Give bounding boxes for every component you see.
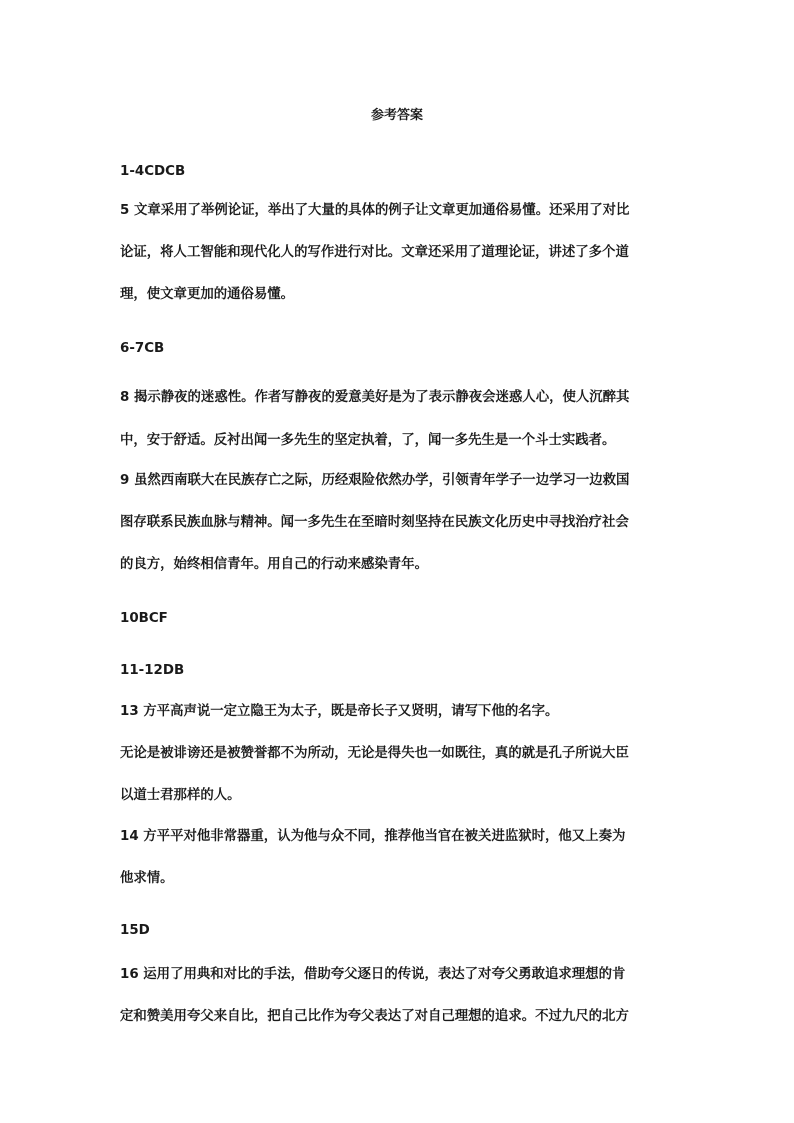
answer-line: 13 方平高声说一定立隐王为太子，既是帝长子又贤明，请写下他的名字。 xyxy=(120,704,559,719)
answer-line: 5 文章采用了举例论证，举出了大量的具体的例子让文章更加通俗易懂。还采用了对比 xyxy=(120,203,630,218)
answer-line: 1-4CDCB xyxy=(120,164,186,179)
answer-line: 9 虽然西南联大在民族存亡之际，历经艰险依然办学，引领青年学子一边学习一边救国 xyxy=(120,473,630,488)
answer-line: 以道士君那样的人。 xyxy=(120,788,241,803)
answer-line: 图存联系民族血脉与精神。闻一多先生在至暗时刻坚持在民族文化历史中寻找治疗社会 xyxy=(120,515,629,530)
answer-line: 他求情。 xyxy=(120,871,174,886)
answer-line: 15D xyxy=(120,923,150,938)
answer-line: 的良方，始终相信青年。用自己的行动来感染青年。 xyxy=(120,557,428,572)
answer-line: 10BCF xyxy=(120,611,168,626)
page-title: 参考答案 xyxy=(370,108,423,123)
answer-line: 理，使文章更加的通俗易懂。 xyxy=(120,287,295,302)
answer-line: 中，安于舒适。反衬出闻一多先生的坚定执着，了，闻一多先生是一个斗士实践者。 xyxy=(120,433,616,448)
answer-line: 6-7CB xyxy=(120,341,165,356)
answer-line: 8 揭示静夜的迷惑性。作者写静夜的爱意美好是为了表示静夜会迷惑人心，使人沉醉其 xyxy=(120,390,630,405)
answer-line: 14 方平平对他非常器重，认为他与众不同，推荐他当官在被关进监狱时，他又上奏为 xyxy=(120,829,626,844)
answer-line: 论证，将人工智能和现代化人的写作进行对比。文章还采用了道理论证，讲述了多个道 xyxy=(120,245,629,260)
answer-line: 定和赞美用夸父来自比，把自己比作为夸父表达了对自己理想的追求。不过九尺的北方 xyxy=(120,1009,629,1024)
answer-line: 16 运用了用典和对比的手法，借助夸父逐日的传说，表达了对夸父勇敢追求理想的肯 xyxy=(120,967,626,982)
answer-line: 11-12DB xyxy=(120,663,185,678)
answer-line: 无论是被诽谤还是被赞誉都不为所动，无论是得失也一如既往，真的就是孔子所说大臣 xyxy=(120,746,629,761)
